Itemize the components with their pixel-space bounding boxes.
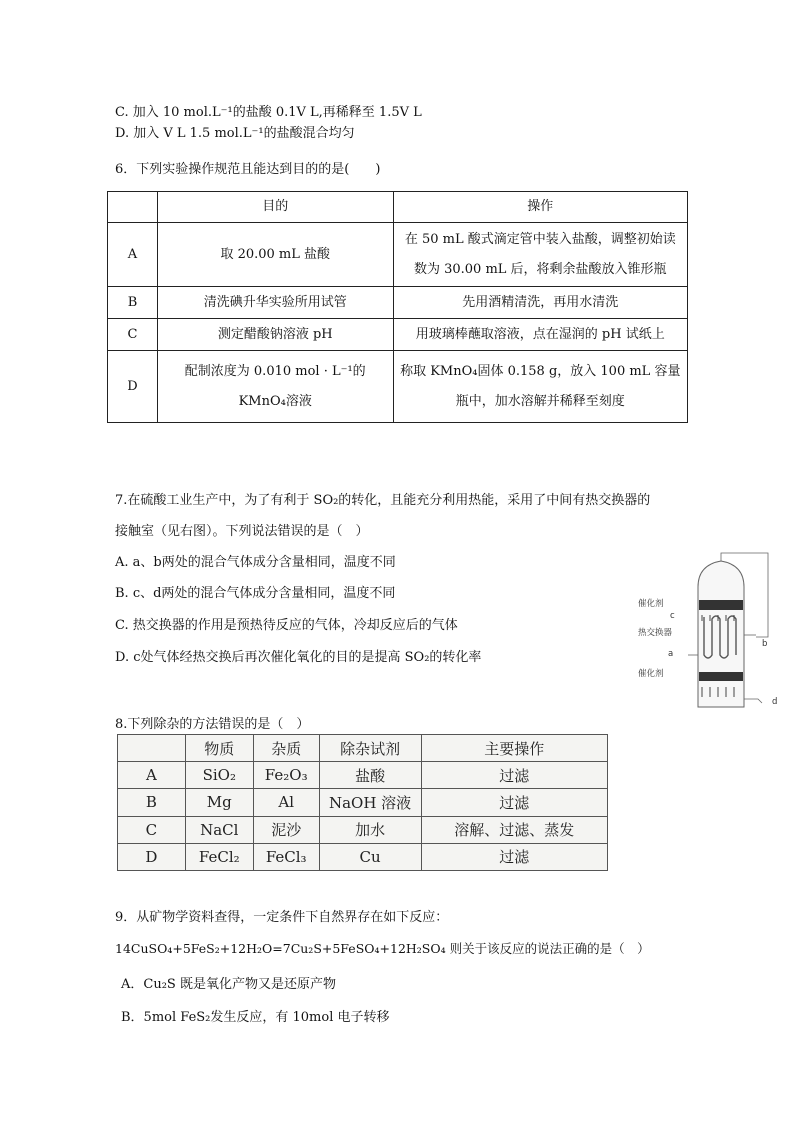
point-a-label: a [668,649,674,659]
table-cell: A [118,762,186,789]
row-label: D [108,351,158,423]
question-6-stem: 6．下列实验操作规范且能达到目的的是( ) [115,162,381,177]
table-cell: 过滤 [421,843,608,870]
table-cell: Cu [319,843,421,870]
question-9-equation: 14CuSO₄+5FeS₂+12H₂O=7Cu₂S+5FeSO₄+12H₂SO₄ 则关于该反应的说法正确的是（ ） [115,941,650,956]
header-cell: 物质 [185,735,253,762]
table-row [108,287,688,319]
question-6-table [107,191,688,423]
operation-line: 称取 KMnO₄固体 0.158 g，放入 100 mL 容量 [400,363,681,379]
table-cell: 过滤 [421,762,608,789]
table-cell: Fe₂O₃ [253,762,319,789]
catalyst-label-bottom: 催化剂 [638,669,664,679]
goal-cell: 清洗碘升华实验所用试管 [157,287,393,319]
header-cell [108,192,158,223]
table-row [118,789,608,816]
operation-line: 瓶中，加水溶解并稀释至刻度 [455,393,625,409]
option-b-q7: B. c、d两处的混合气体成分含量相同，温度不同 [115,586,396,601]
question-8-table [117,734,608,871]
operation-cell: 先用酒精清洗，再用水清洗 [393,287,687,319]
table-cell: 盐酸 [319,762,421,789]
header-cell: 主要操作 [421,735,608,762]
point-c-label: c [670,611,675,621]
option-a-q7: A. a、b两处的混合气体成分含量相同，温度不同 [115,555,396,570]
option-d-q5: D. 加入 V L 1.5 mol.L⁻¹的盐酸混合均匀 [115,126,355,141]
table-cell: FeCl₃ [253,843,319,870]
option-b-q9: B．5mol FeS₂发生反应，有 10mol 电子转移 [121,1010,390,1025]
goal-cell [157,351,393,423]
table-cell: SiO₂ [185,762,253,789]
table-row [108,351,688,423]
header-cell: 除杂试剂 [319,735,421,762]
table-cell: D [118,843,186,870]
table-header-row [108,192,688,223]
header-cell: 目的 [157,192,393,223]
table-row [118,816,608,843]
table-row [108,223,688,287]
row-label: B [108,287,158,319]
heat-exchanger-label: 热交换器 [638,628,673,638]
goal-line: 配制浓度为 0.010 mol · L⁻¹的 [184,363,366,379]
point-d-label: d [772,697,778,707]
goal-cell: 取 20.00 mL 盐酸 [157,223,393,287]
table-row [108,319,688,351]
table-cell: NaOH 溶液 [319,789,421,816]
header-cell: 操作 [393,192,687,223]
table-cell: NaCl [185,816,253,843]
operation-line: 数为 30.00 mL 后，将剩余盐酸放入锥形瓶 [413,261,667,277]
table-row [118,843,608,870]
question-7-stem-2: 接触室（见右图）。下列说法错误的是（ ） [115,524,369,539]
contact-chamber-figure [636,547,788,717]
table-cell: Al [253,789,319,816]
header-cell: 杂质 [253,735,319,762]
table-cell: Mg [185,789,253,816]
table-cell: 泥沙 [253,816,319,843]
table-cell: FeCl₂ [185,843,253,870]
table-cell: 加水 [319,816,421,843]
operation-cell: 用玻璃棒蘸取溶液，点在湿润的 pH 试纸上 [393,319,687,351]
catalyst-label-top: 催化剂 [638,599,664,609]
table-cell: C [118,816,186,843]
table-row [118,762,608,789]
table-cell: 溶解、过滤、蒸发 [421,816,608,843]
option-a-q9: A．Cu₂S 既是氧化产物又是还原产物 [121,977,336,992]
question-9-stem-1: 9．从矿物学资料查得，一定条件下自然界存在如下反应： [115,910,449,925]
option-c-q7: C. 热交换器的作用是预热待反应的气体，冷却反应后的气体 [115,618,458,633]
question-7-stem-1: 7.在硫酸工业生产中，为了有利于 SO₂的转化，且能充分利用热能，采用了中间有热交换器的 [115,493,651,508]
operation-cell [393,223,687,287]
row-label: C [108,319,158,351]
header-cell [118,735,186,762]
question-8-stem: 8.下列除杂的方法错误的是（ ） [115,717,310,732]
option-c-q5: C. 加入 10 mol.L⁻¹的盐酸 0.1V L,再稀释至 1.5V L [115,105,422,120]
table-cell: B [118,789,186,816]
row-label: A [108,223,158,287]
operation-line: 在 50 mL 酸式滴定管中装入盐酸，调整初始读 [404,231,676,247]
option-d-q7: D. c处气体经热交换后再次催化氧化的目的是提高 SO₂的转化率 [115,650,482,665]
goal-cell: 测定醋酸钠溶液 pH [157,319,393,351]
table-cell: 过滤 [421,789,608,816]
point-b-label: b [762,639,768,649]
question-8-table-image [117,734,608,871]
operation-cell [393,351,687,423]
table-header-row [118,735,608,762]
goal-line: KMnO₄溶液 [238,393,312,409]
